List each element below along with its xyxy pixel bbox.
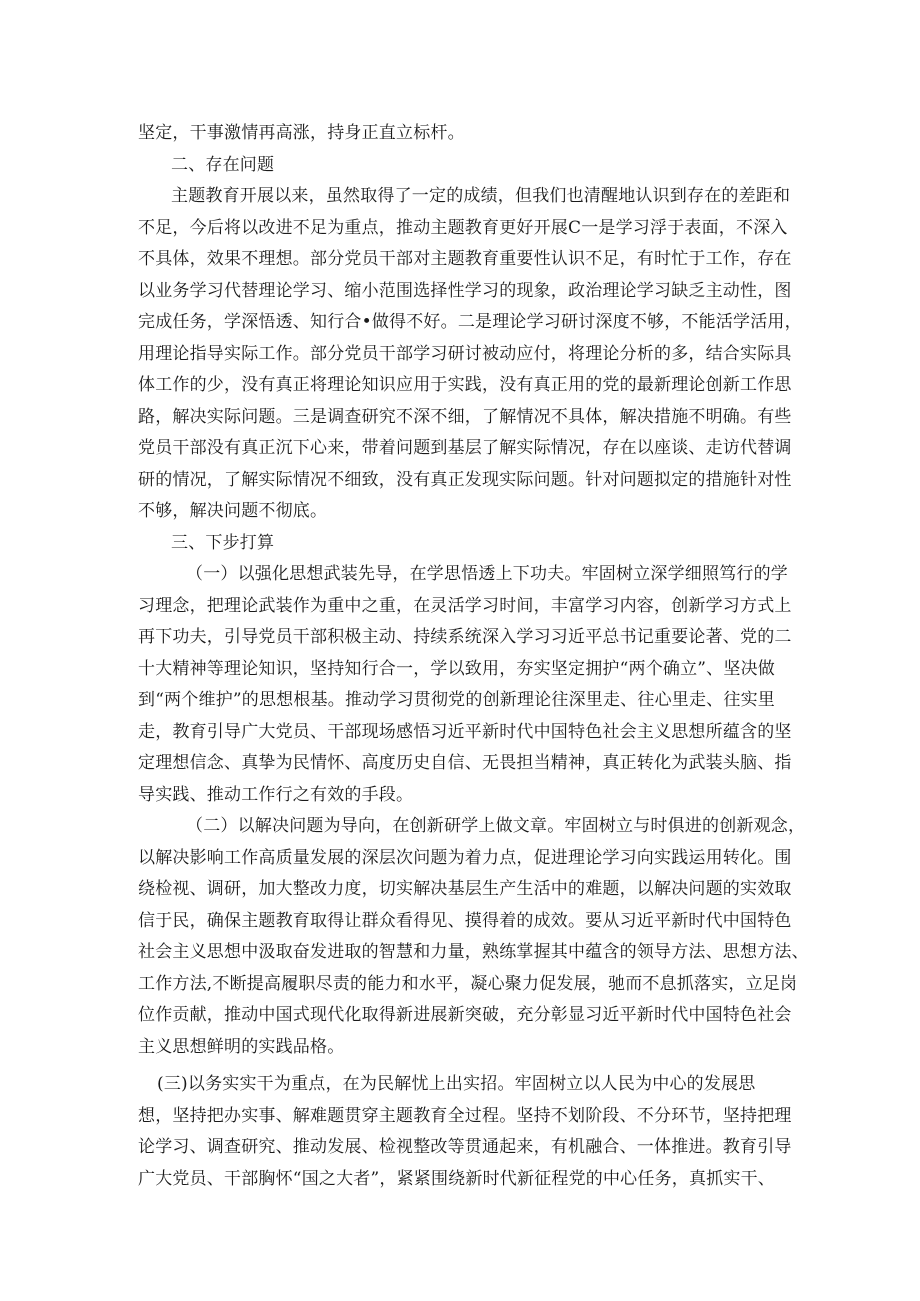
text-line: 坚定，干事激情再高涨，持身正直立标杆。 — [138, 123, 465, 143]
text-line: 主义思想鲜明的实践品格。 — [138, 1036, 345, 1057]
paragraph-next-step-1 — [138, 559, 792, 811]
text-line: 定理想信念、真挚为民情怀、高度历史自信、无畏担当精神，真正转化为武装头脑、指 — [138, 753, 792, 773]
text-line: 位作贡献，推动中国式现代化取得新进展新突破，充分彰显习近平新时代中国特色社会 — [138, 1005, 792, 1025]
text-line: 体工作的少，没有真正将理论知识应用于实践，没有真正用的党的最新理论创新工作思 — [138, 375, 792, 395]
text-line: 再下功夫，引导党员干部积极主动、持续系统深入学习习近平总书记重要论著、党的二 — [138, 627, 792, 647]
paragraph-next-step-3 — [138, 1069, 792, 1195]
text-line: 绕检视、调研，加大整改力度，切实解决基层生产生活中的难题，以解决问题的实效取 — [138, 879, 792, 899]
text-line: 到“两个维护”的思想根基。推动学习贯彻党的创新理论往深里走、往心里走、往实里 — [138, 690, 775, 710]
text-line: 用理论指导实际工作。部分党员干部学习研讨被动应付，将理论分析的多，结合实际具 — [138, 343, 792, 364]
text-line: （一）以强化思想武装先导，在学思悟透上下功夫。牢固树立深学细照笃行的学 — [186, 564, 788, 584]
section-heading-next-steps: 三、下步打算 — [171, 532, 275, 553]
section-heading-problems: 二、存在问题 — [171, 154, 275, 175]
text-line: 完成任务，学深悟透、知行合•做得不好。二是理论学习研讨深度不够，不能活学活用， — [138, 312, 802, 332]
text-line: 广大党员、干部胸怀“国之大者”，紧紧围绕新时代新征程党的中心任务，真抓实干、 — [138, 1168, 775, 1189]
text-line: 导实践、推动工作行之有效的手段。 — [138, 784, 414, 805]
text-line: 路，解决实际问题。三是调查研究不深不细，了解情况不具体，解决措施不明确。有些 — [138, 406, 792, 427]
text-line: 党员干部没有真正沉下心来，带着问题到基层了解实际情况，存在以座谈、走访代替调 — [138, 438, 792, 458]
paragraph-problems — [138, 181, 802, 528]
text-line: 研的情况，了解实际情况不细致，没有真正发现实际问题。针对问题拟定的措施针对性 — [138, 469, 792, 490]
text-line: 以业务学习代替理论学习、缩小范围选择性学习的现象，政治理论学习缺乏主动性，图 — [138, 280, 792, 301]
text-line: (三)以务实实干为重点，在为民解忧上出实招。牢固树立以人民为中心的发展思 — [157, 1074, 756, 1094]
text-line: 社会主义思想中汲取奋发进取的智慧和力量，熟练掌握其中蕴含的领导方法、思想方法、 — [138, 942, 809, 962]
document-page — [138, 118, 809, 1195]
text-line: 论学习、调查研究、推动发展、检视整改等贯通起来，有机融合、一体推进。教育引导 — [138, 1137, 792, 1157]
text-line: 不够，解决问题不彻底。 — [138, 501, 328, 521]
text-line: 不足，今后将以改进不足为重点，推动主题教育更好开展C一是学习浮于表面，不深入 — [138, 217, 788, 238]
text-line: 主题教育开展以来，虽然取得了一定的成绩，但我们也清醒地认识到存在的差距和 — [171, 186, 791, 206]
text-line: （二）以解决问题为导向，在创新研学上做文章。牢固树立与时俱进的创新观念， — [186, 816, 806, 836]
text-line: 不具体，效果不理想。部分党员干部对主题教育重要性认识不足，有时忙于工作，存在 — [138, 249, 792, 269]
text-line: 以解决影响工作高质量发展的深层次问题为着力点，促进理论学习向实践运用转化。围 — [138, 847, 792, 868]
text-line: 信于民，确保主题教育取得让群众看得见、摸得着的成效。要从习近平新时代中国特色 — [138, 910, 792, 931]
text-line: 习理念，把理论武装作为重中之重，在灵活学习时间，丰富学习内容，创新学习方式上 — [138, 595, 792, 616]
text-line: 工作方法,不断提高履职尽责的能力和水平，凝心聚力促发展，驰而不息抓落实，立足岗 — [138, 973, 798, 994]
paragraph-next-step-2 — [138, 811, 809, 1063]
text-line: 走，教育引导广大党员、干部现场感悟习近平新时代中国特色社会主义思想所蕴含的坚 — [138, 721, 792, 742]
text-line: 十大精神等理论知识，坚持知行合一，学以致用，夯实坚定拥护“两个确立”、坚决做 — [138, 658, 775, 679]
text-line: 想，坚持把办实事、解难题贯穿主题教育全过程。坚持不划阶段、不分环节，坚持把理 — [138, 1105, 792, 1126]
